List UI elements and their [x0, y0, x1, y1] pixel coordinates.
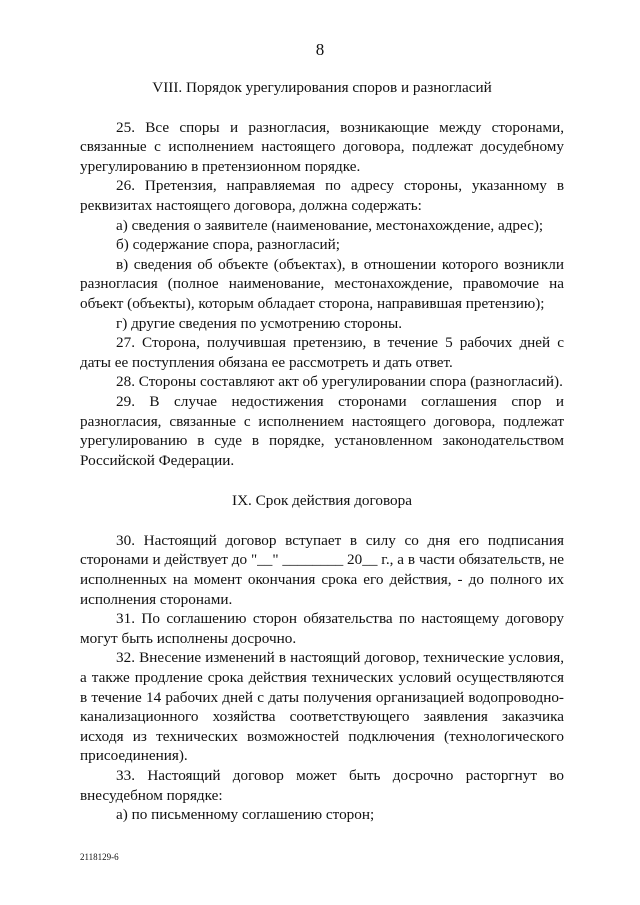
- section-9-title: IX. Срок действия договора: [232, 492, 412, 510]
- paragraph-31: 31. По соглашению сторон обязательства по настоящему договору могут быть исполнены досрочно.: [80, 610, 564, 647]
- paragraph-26-v: в) сведения об объекте (объектах), в отношении которого возникли разногласия (полное наименование, местонахождение, правомочие на объект (объекты), которым обладает сторона, направившая претензию);: [80, 255, 564, 312]
- document-body: [80, 78, 564, 825]
- paragraph-33-a: а) по письменному соглашению сторон;: [116, 806, 375, 824]
- paragraph-33: 33. Настоящий договор может быть досрочно расторгнут во внесудебном порядке:: [80, 767, 564, 804]
- paragraph-26-b: б) содержание спора, разногласий;: [116, 236, 341, 254]
- section-8-title: VIII. Порядок урегулирования споров и разногласий: [152, 79, 492, 96]
- page-number: 8: [315, 40, 325, 59]
- paragraph-27: 27. Сторона, получившая претензию, в течение 5 рабочих дней с даты ее поступления обязана ее рассмотреть и дать ответ.: [80, 334, 564, 371]
- paragraph-26-a: а) сведения о заявителе (наименование, местонахождение, адрес);: [116, 216, 544, 234]
- document-code: 2118129-6: [80, 852, 119, 862]
- paragraph-25: 25. Все споры и разногласия, возникающие между сторонами, связанные с исполнением настоящего договора, подлежат досудебному урегулированию в претензионном порядке.: [80, 118, 564, 175]
- paragraph-30: 30. Настоящий договор вступает в силу со дня его подписания сторонами и действует до "__" ________ 20__ г., а в части обязательств, не исполненных на момент окончания срока его действия, - до полного их исполнения сторонами.: [80, 531, 564, 608]
- paragraph-26-g: г) другие сведения по усмотрению стороны.: [116, 314, 403, 332]
- paragraph-28: 28. Стороны составляют акт об урегулировании спора (разногласий).: [116, 373, 563, 391]
- paragraph-32: 32. Внесение изменений в настоящий договор, технические условия, а также продление срока действия технических условий осуществляются в течение 14 рабочих дней с даты получения организацией водопроводно-канализационного хозяйства соответствующего заявления заказчика исходя из технических возможностей подключения (технологического присоединения).: [80, 649, 564, 765]
- paragraph-26: 26. Претензия, направляемая по адресу стороны, указанному в реквизитах настоящего договора, должна содержать:: [80, 177, 564, 214]
- paragraph-29: 29. В случае недостижения сторонами соглашения спор и разногласия, связанные с исполнением настоящего договора, подлежат урегулированию в суде в порядке, установленном законодательством Российской Федерации.: [80, 392, 564, 469]
